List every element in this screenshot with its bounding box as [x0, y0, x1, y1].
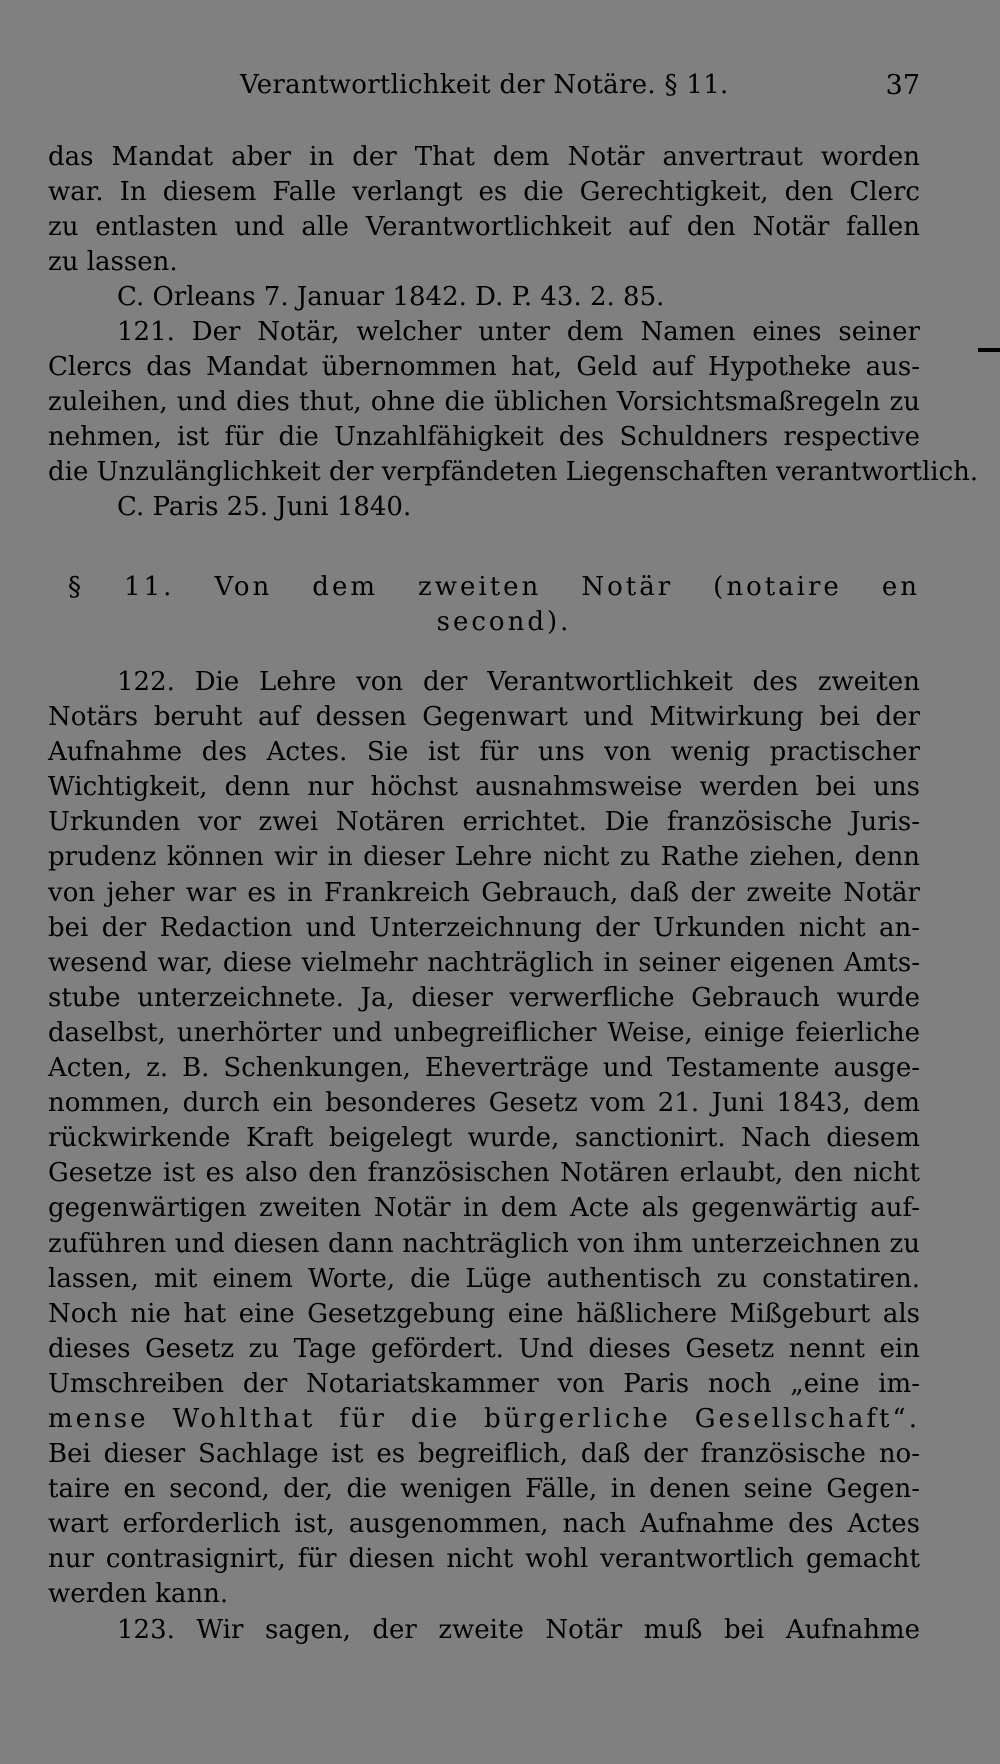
text-line: zuführen und diesen dann nachträglich von ihm unterzeichnen zu: [48, 1228, 920, 1259]
text-line: die Unzulänglichkeit der verpfändeten Liegenschaften verantwortlich.: [48, 457, 979, 487]
text-line: wesend war, diese vielmehr nachträglich in seiner eigenen Amts-: [48, 947, 920, 978]
section-heading-line-1: § 11. Von dem zweiten Notär (notaire en: [68, 572, 920, 602]
text-line: Wichtigkeit, denn nur höchst ausnahmsweise werden bei uns: [48, 772, 920, 803]
text-line: zuleihen, und dies thut, ohne die üblichen Vorsichtsmaßregeln zu: [48, 387, 920, 417]
text-line: zu entlasten und alle Verantwortlichkeit auf den Notär fallen: [48, 212, 920, 242]
text-line: von jeher war es in Frankreich Gebrauch, daß der zweite Notär: [48, 877, 920, 908]
page-number: 37: [885, 70, 920, 101]
citation: C. Paris 25. Juni 1840.: [117, 492, 412, 522]
text-line: war. In diesem Falle verlangt es die Gerechtigkeit, den Clerc: [48, 177, 920, 207]
text-line: das Mandat aber in der That dem Notär anvertraut worden: [48, 142, 920, 172]
text-line-emphasis: mense Wohlthat für die bürgerliche Gesellschaft“.: [48, 1403, 920, 1434]
text-line: werden kann.: [48, 1579, 229, 1610]
text-line: lassen, mit einem Worte, die Lüge authentisch zu constatiren.: [48, 1263, 920, 1294]
text-line: taire en second, der, die wenigen Fälle, in denen seine Gegen-: [48, 1474, 920, 1505]
page-header: [48, 70, 920, 110]
text-line: Umschreiben der Notariatskammer von Paris noch „eine im-: [48, 1368, 920, 1399]
text-block-upper: [48, 140, 979, 525]
section-heading: [48, 570, 920, 640]
text-line: Gesetze ist es also den französischen Notären erlaubt, den nicht: [48, 1158, 920, 1189]
text-line: Bei dieser Sachlage ist es begreiflich, daß der französische no-: [48, 1439, 920, 1470]
text-line: wart erforderlich ist, ausgenommen, nach Aufnahme des Actes: [48, 1509, 920, 1540]
text-line: Noch nie hat eine Gesetzgebung eine häßlichere Mißgeburt als: [48, 1298, 920, 1329]
paragraph-122-start: 122. Die Lehre von der Verantwortlichkeit des zweiten: [117, 667, 920, 697]
text-line: Clercs das Mandat übernommen hat, Geld auf Hypotheke aus-: [48, 352, 920, 382]
running-title: Verantwortlichkeit der Notäre. § 11.: [240, 70, 729, 100]
text-line: zu lassen.: [48, 247, 178, 277]
text-line: bei der Redaction und Unterzeichnung der Urkunden nicht an-: [48, 912, 920, 943]
text-line: stube unterzeichnete. Ja, dieser verwerfliche Gebrauch wurde: [48, 982, 920, 1013]
section-heading-line-2: second).: [436, 607, 572, 637]
text-line: prudenz können wir in dieser Lehre nicht zu Rathe ziehen, denn: [48, 842, 920, 873]
text-line: nur contrasignirt, für diesen nicht wohl verantwortlich gemacht: [48, 1544, 920, 1575]
paragraph-121-start: 121. Der Notär, welcher unter dem Namen eines seiner: [117, 317, 920, 347]
citation: C. Orleans 7. Januar 1842. D. P. 43. 2. 85.: [117, 282, 665, 312]
text-line: Acten, z. B. Schenkungen, Eheverträge und Testamente ausge-: [48, 1053, 920, 1084]
text-line: rückwirkende Kraft beigelegt wurde, sanctionirt. Nach diesem: [48, 1123, 920, 1154]
text-line: Aufnahme des Actes. Sie ist für uns von wenig practischer: [48, 737, 920, 768]
text-line: dieses Gesetz zu Tage gefördert. Und dieses Gesetz nennt ein: [48, 1333, 920, 1364]
text-line: Notärs beruht auf dessen Gegenwart und Mitwirkung bei der: [48, 702, 920, 733]
text-line: nehmen, ist für die Unzahlfähigkeit des Schuldners respective: [48, 422, 920, 452]
paragraph-123-start: 123. Wir sagen, der zweite Notär muß bei Aufnahme: [117, 1614, 920, 1645]
margin-mark: [978, 348, 1000, 352]
text-line: gegenwärtigen zweiten Notär in dem Acte als gegenwärtig auf-: [48, 1193, 920, 1224]
text-line: nommen, durch ein besonderes Gesetz vom 21. Juni 1843, dem: [48, 1088, 920, 1119]
text-block-lower: [48, 665, 920, 1648]
text-line: Urkunden vor zwei Notären errichtet. Die französische Juris-: [48, 807, 920, 838]
text-line: daselbst, unerhörter und unbegreiflicher Weise, einige feierliche: [48, 1017, 920, 1048]
